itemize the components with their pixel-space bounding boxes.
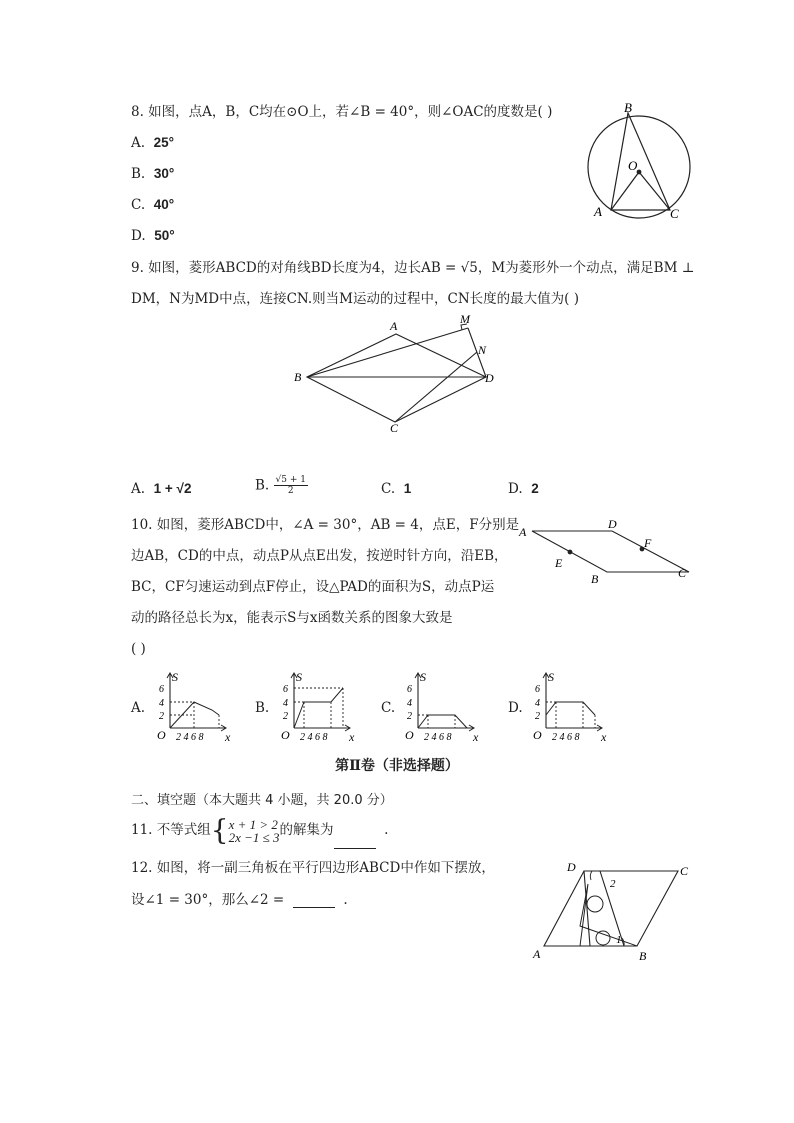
q10-label-e: E	[555, 556, 563, 570]
q12-label-angle2: 2	[610, 878, 616, 890]
q12-stem-line2: 设∠1 = 30°，那么∠2 = .	[131, 892, 348, 908]
graph-d-x-label: x	[601, 730, 607, 744]
q10-label-a: A	[519, 525, 527, 539]
graph-b-o-label: O	[281, 728, 290, 742]
graph-c-y2: 2	[407, 711, 412, 722]
q10-label-b: B	[591, 572, 599, 586]
q11-prefix: 11. 不等式组	[131, 822, 211, 838]
graph-d-xticks: 2 4 6 8	[552, 732, 580, 743]
q9-option-c: C. 1	[381, 481, 412, 497]
graph-c-s-label: S	[420, 670, 426, 684]
q10-stem-line4: 动的路径总长为x，能表示S与x函数关系的图象大致是	[131, 610, 453, 626]
q8-option-a: A. 25°	[131, 135, 175, 151]
q12-parallelogram-figure	[528, 856, 698, 966]
graph-a-y4: 4	[159, 698, 164, 709]
q9-rhombus-figure	[290, 310, 510, 440]
q9-label-c: C	[390, 421, 399, 435]
q11-answer-blank[interactable]	[334, 830, 376, 849]
graph-d-y2: 2	[535, 711, 540, 722]
graph-c-xticks: 2 4 6 8	[424, 732, 452, 743]
q10-stem-line5: ( )	[131, 641, 146, 657]
graph-a-o-label: O	[157, 728, 166, 742]
q11-eq1: x + 1 > 2	[228, 816, 278, 832]
q8-label-b: B	[624, 100, 632, 115]
q12-label-d: D	[567, 860, 576, 874]
q8-label-c: C	[670, 206, 679, 221]
graph-d-o-label: O	[533, 728, 542, 742]
q9-option-a: A. 1 + √2	[131, 481, 192, 497]
graph-a-x-label: x	[225, 730, 231, 744]
q8-option-d: D. 50°	[131, 228, 175, 244]
q10-graph-a	[150, 668, 240, 744]
q11-system	[229, 818, 280, 844]
q10-graph-option-d: D.	[508, 700, 523, 716]
q9-option-d: D. 2	[508, 481, 539, 497]
graph-c-y4: 4	[407, 698, 412, 709]
graph-c-x-label: x	[473, 730, 479, 744]
graph-d-y6: 6	[535, 684, 540, 695]
q12-label-a: A	[533, 947, 541, 961]
graph-b-y2: 2	[283, 711, 288, 722]
graph-b-xticks: 2 4 6 8	[300, 732, 328, 743]
q9-option-b-fraction: $\frac{√5 + 1}{2}$	[275, 475, 306, 496]
q8-label-a: A	[594, 204, 602, 219]
graph-b-s-label: S	[296, 670, 302, 684]
q10-label-d: D	[608, 517, 617, 531]
q8-label-o: O	[628, 158, 638, 173]
q10-graph-b	[274, 668, 364, 744]
q10-graph-d	[526, 668, 616, 744]
q10-label-f: F	[644, 536, 652, 550]
q9-stem-line1: 9. 如图，菱形ABCD的对角线BD长度为4，边长AB = √5，M为菱形外一个动点，满足BM ⊥	[131, 260, 695, 276]
q8-stem: 8. 如图，点A，B，C均在⊙O上，若∠B = 40°，则∠OAC的度数是( )	[131, 104, 553, 120]
graph-a-s-label: S	[172, 670, 178, 684]
q11-brace: {	[210, 813, 229, 847]
q8-option-c: C. 40°	[131, 197, 175, 213]
q10-label-c: C	[678, 566, 687, 580]
graph-c-y6: 6	[407, 684, 412, 695]
q12-label-b: B	[639, 949, 647, 963]
q11-suffix: 的解集为	[279, 822, 334, 838]
q9-stem-line2: DM，N为MD中点，连接CN.则当M运动的过程中，CN长度的最大值为( )	[131, 291, 579, 307]
graph-c-o-label: O	[405, 728, 414, 742]
q12-answer-blank[interactable]	[293, 891, 335, 908]
graph-d-y4: 4	[535, 698, 540, 709]
q10-rhombus-figure	[515, 515, 695, 590]
q12-label-angle1: 1	[616, 934, 622, 946]
section2-title: 二、填空题（本大题共 4 小题，共 20.0 分）	[131, 793, 393, 808]
q10-stem-line2: 边AB，CD的中点，动点P从点E出发，按逆时针方向，沿EB，	[131, 548, 508, 564]
graph-a-y2: 2	[159, 711, 164, 722]
q9-label-n: N	[478, 343, 487, 357]
q8-option-b: B. 30°	[131, 166, 175, 182]
q9-label-d: D	[485, 371, 494, 385]
q9-label-a: A	[390, 319, 398, 333]
q10-graph-c	[398, 668, 488, 744]
graph-b-y6: 6	[283, 684, 288, 695]
q10-graph-option-a: A.	[131, 700, 146, 716]
graph-b-y4: 4	[283, 698, 288, 709]
q12-label-c: C	[680, 864, 689, 878]
q11-end: .	[384, 822, 389, 838]
q10-stem-line3: BC，CF匀速运动到点F停止，设△PAD的面积为S，动点P运	[131, 579, 495, 595]
q9-option-b: B. $\frac{√5 + 1}{2}$	[255, 475, 306, 496]
q10-graph-option-c: C.	[381, 700, 396, 716]
q10-graph-option-b: B.	[255, 700, 270, 716]
q9-label-m: M	[460, 312, 470, 326]
q11-eq2: 2x −1 ≤ 3	[228, 829, 280, 845]
q9-label-b: B	[294, 370, 302, 384]
graph-d-s-label: S	[548, 670, 554, 684]
q11-stem	[131, 812, 388, 848]
q12-stem-line1: 12. 如图，将一副三角板在平行四边形ABCD中作如下摆放，	[131, 860, 495, 876]
part2-title: 第Ⅱ卷（非选择题）	[335, 758, 459, 774]
q8-circle-figure	[580, 100, 700, 230]
graph-a-y6: 6	[159, 684, 164, 695]
graph-a-xticks: 2 4 6 8	[176, 732, 204, 743]
q10-stem-line1: 10. 如图，菱形ABCD中，∠A = 30°，AB = 4，点E，F分别是	[131, 517, 520, 533]
graph-b-x-label: x	[349, 730, 355, 744]
